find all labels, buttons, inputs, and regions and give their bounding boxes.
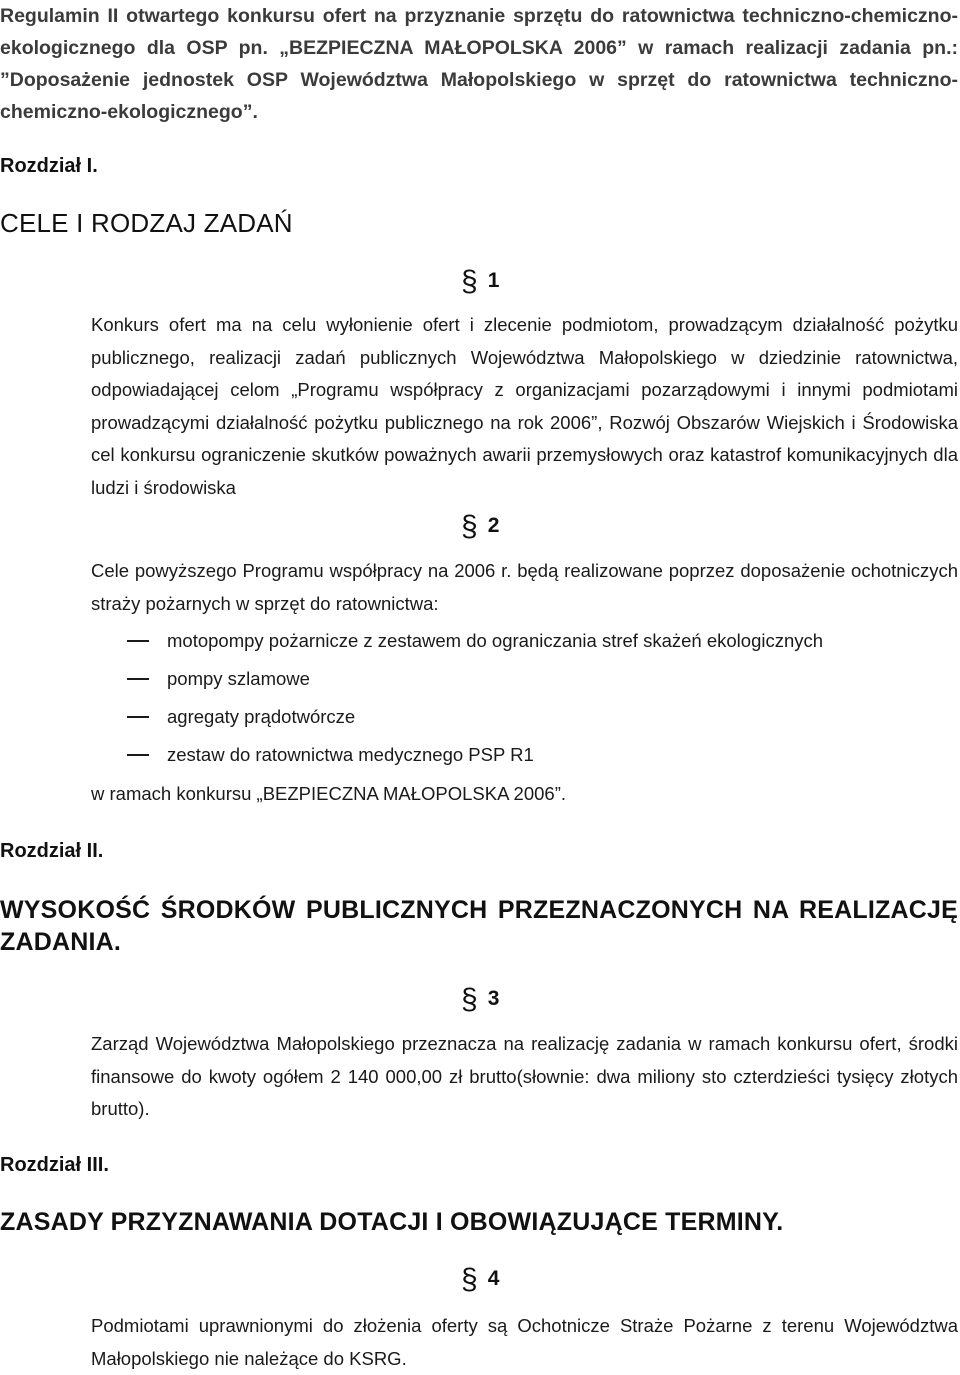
section-2-closing: w ramach konkursu „BEZPIECZNA MAŁOPOLSKA 2006”.	[91, 783, 567, 804]
dash-bullet	[127, 640, 149, 642]
section-3-text: Zarząd Województwa Małopolskiego przeznacza na realizację zadania w ramach konkursu ofert, środki finansowe do kwoty ogółem 2 140 000,00 zł brutto(słownie: dwa miliony sto czterdzieści tysięcy złotych brutto).	[91, 1033, 958, 1119]
section-number: 2	[487, 514, 500, 537]
list-item: agregaty prądotwórcze	[91, 698, 958, 736]
equipment-list	[91, 622, 958, 774]
chapter-2-heading: WYSOKOŚĆ ŚRODKÓW PUBLICZNYCH PRZEZNACZONYCH NA REALIZACJĘ ZADANIA.	[0, 896, 958, 956]
section-2-heading	[461, 510, 500, 543]
section-number: 3	[487, 987, 500, 1010]
chapter-3-heading: ZASADY PRZYZNAWANIA DOTACJI I OBOWIĄZUJĄCE TERMINY.	[0, 1208, 784, 1236]
chapter-1-label: Rozdział I.	[0, 155, 98, 177]
dash-bullet	[127, 754, 149, 756]
section-2-text: Cele powyższego Programu współpracy na 2006 r. będą realizowane poprzez doposażenie ochotniczych straży pożarnych w sprzęt do ratownictwa:	[91, 560, 958, 614]
section-symbol: §	[461, 265, 478, 298]
section-symbol: §	[461, 1263, 478, 1296]
section-1-text: Konkurs ofert ma na celu wyłonienie ofert i zlecenie podmiotom, prowadzącym działalność pożytku publicznego, realizacji zadań publicznych Województwa Małopolskiego w dziedzinie ratownictwa, odpowiadającej celom „Programu współpracy z organizacjami pozarządowymi i innymi podmiotami prowadzącymi działalność pożytku publicznego na rok 2006”, Rozwój Obszarów Wiejskich i Środowiska cel konkursu ograniczenie skutków poważnych awarii przemysłowych oraz katastrof komunikacyjnych dla ludzi i środowiska	[91, 314, 958, 498]
list-item: pompy szlamowe	[91, 660, 958, 698]
list-item: zestaw do ratownictwa medycznego PSP R1	[91, 736, 958, 774]
section-1-heading	[461, 265, 500, 298]
section-4-heading	[461, 1263, 500, 1296]
list-item: motopompy pożarnicze z zestawem do ograniczania stref skażeń ekologicznych	[91, 622, 958, 660]
document-title: Regulamin II otwartego konkursu ofert na przyznanie sprzętu do ratownictwa techniczno-chemiczno-ekologicznego dla OSP pn. „BEZPIECZNA MAŁOPOLSKA 2006” w ramach realizacji zadania pn.: ”Doposażenie jednostek OSP Województwa Małopolskiego w sprzęt do ratownictwa techniczno-chemiczno-ekologicznego”.	[0, 5, 958, 123]
dash-bullet	[127, 716, 149, 718]
chapter-3-label: Rozdział III.	[0, 1154, 109, 1176]
section-symbol: §	[461, 983, 478, 1016]
section-4-text: Podmiotami uprawnionymi do złożenia oferty są Ochotnicze Straże Pożarne z terenu Województwa Małopolskiego nie należące do KSRG.	[91, 1315, 958, 1369]
dash-bullet	[127, 678, 149, 680]
chapter-1-heading: CELE I RODZAJ ZADAŃ	[0, 208, 293, 238]
section-number: 4	[487, 1267, 500, 1290]
section-symbol: §	[461, 510, 478, 543]
chapter-2-label: Rozdział II.	[0, 840, 104, 862]
section-3-heading	[461, 983, 500, 1016]
section-number: 1	[487, 269, 500, 292]
